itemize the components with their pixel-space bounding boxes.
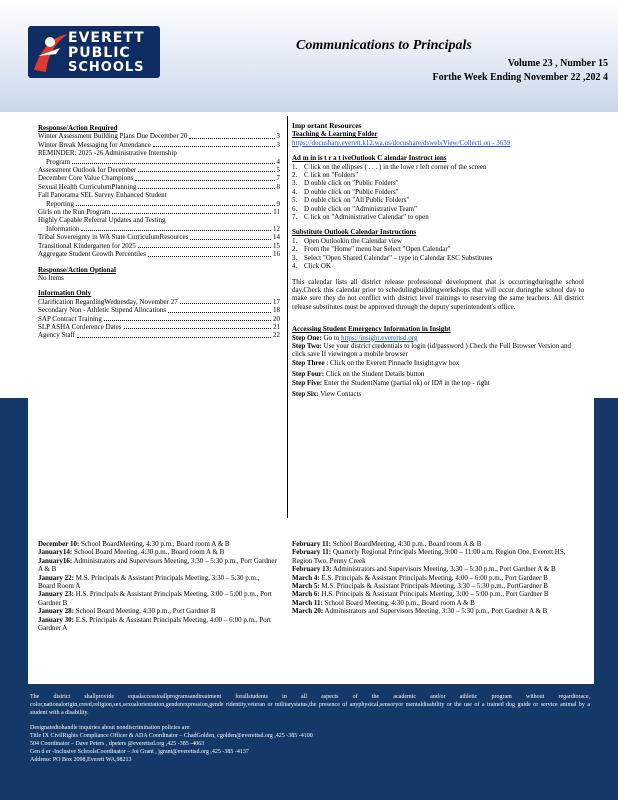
required-section-heading: Response/Action Required xyxy=(38,124,118,132)
toc-item-title: Secondary Non - Athletic Stipend Allocations xyxy=(38,306,167,315)
toc-row[interactable] xyxy=(38,225,280,233)
step-text: Click OK xyxy=(304,262,332,271)
calendar-date: February 13: xyxy=(292,565,332,574)
insight-step xyxy=(292,390,584,398)
toc-page-number: 3 xyxy=(276,132,280,141)
step-text: From the "Home" menu bar Select "Open Calendar" xyxy=(304,245,451,254)
toc-leader-dots xyxy=(148,256,271,257)
toc-leader-dots xyxy=(77,337,271,338)
outlook-steps-list xyxy=(292,163,584,222)
calendar-event: Quarterly Regional Principals Meeting, 9:00 – 11:00 a.m. Region One, Everett HS, Region Two, Penny Creek xyxy=(292,548,566,565)
teaching-folder-heading: Teaching & Learning Folder xyxy=(292,130,378,139)
step-item xyxy=(292,205,584,213)
resources-heading: Imp ortant Resources xyxy=(292,121,362,130)
toc-item-title: Program xyxy=(46,157,71,166)
toc-page-number: 16 xyxy=(273,250,280,259)
toc-row[interactable] xyxy=(38,141,280,149)
outlook-calendar-heading: Ad m in is t r a t iveOutlook C alendar Instruct ions xyxy=(292,154,447,163)
calendar-event: School Board Meeting, 4:30 p.m., Board room A & B xyxy=(72,548,225,557)
toc-item-title: Transitional Kindergarten for 2025 xyxy=(38,241,136,250)
calendar-entry xyxy=(292,590,582,598)
calendar-event: H.S. Principals & Assistant Principals Meeting, 3:00 – 5:00 p.m., Port Gardner B xyxy=(38,590,272,607)
toc-row[interactable] xyxy=(38,208,280,216)
toc-row[interactable] xyxy=(38,306,280,314)
toc-leader-dots xyxy=(168,312,271,313)
toc-row[interactable] xyxy=(38,200,280,208)
calendar-entry xyxy=(292,565,582,573)
substitute-steps-list xyxy=(292,237,584,271)
step-item xyxy=(292,196,584,204)
substitute-calendar-heading: Substitute Outlook Calendar Instructions xyxy=(292,228,417,237)
calendar-date: January 22: xyxy=(38,573,74,582)
insight-step-text: Go to xyxy=(321,333,341,342)
toc-leader-dots xyxy=(138,188,274,189)
toc-item-title: Agency Staff xyxy=(38,331,75,340)
calendar-entry xyxy=(38,574,278,591)
calendar-entry xyxy=(292,540,582,548)
optional-section-heading: Response/Action Optional xyxy=(38,265,116,274)
toc-leader-dots xyxy=(76,205,275,206)
step-text: D ouble click on "Public Folders" xyxy=(304,187,399,196)
newsletter-title: Communications to Principals xyxy=(296,38,472,53)
step-text: Select "Open Shared Calendar" – type in Calendar ESC Substitutes xyxy=(304,253,493,262)
calendar-event: E.S. Principals & Assistant Principals Meeting, 4:00 – 6:00 p.m., Port Gardner A xyxy=(38,615,271,633)
toc-row[interactable] xyxy=(38,149,280,157)
step-text: Open Outlookin the Calendar view xyxy=(304,236,402,245)
toc-item-title: Tribal Sovereignty in WA State CurriculumResources xyxy=(38,233,189,242)
step-text: C lick on "Administrative Calendar" to open xyxy=(304,213,429,222)
district-address: Address: PO Box 2098,Everett WA,98213 xyxy=(30,757,132,764)
toc-page-number: 4 xyxy=(276,157,280,166)
nondiscrimination-notice: The district shallprovide equalaccesstoallprogramsandtreatment forallstudents in all aspects of the academic and/or athletic program without regardtorace, color,nationalorigin,creed,religion,sex,sexualorientation,genderexpression,gende ridentity,veteran or militarystatus,the presence of anyphysical,sensoryor mentaldisability or the use of a trained dog guide or service animal by a student with a disability. xyxy=(30,694,590,717)
toc-page-number: 7 xyxy=(276,174,280,183)
toc-item-title: Sexual Health CurriculumPlanning xyxy=(38,182,137,191)
calendar-entry xyxy=(292,548,582,565)
calendar-entry xyxy=(38,548,278,556)
title-ix-contact: Title IX CivilRights Compliance Officer & ADA Coordinator – ChadGolden, cgolden@everettsd.org ,425 -385 -4100 xyxy=(30,732,313,739)
insight-step xyxy=(292,379,584,387)
step-number: 1. xyxy=(292,236,298,245)
logo-text-everett: EVERETT xyxy=(68,30,145,46)
calendar-event: School BoardMeeting, 4:30 p.m., Board room A & B xyxy=(331,540,482,548)
toc-page-number: 21 xyxy=(273,322,280,331)
toc-row[interactable] xyxy=(38,242,280,250)
insight-step-label: Step One: xyxy=(292,333,322,342)
toc-item-title: Highly Capable Referral Updates and Testing xyxy=(38,216,166,225)
calendar-event: M.S. Principals & Assistant Principals Meeting, 3:30 – 5:30 p.m., Board Room A xyxy=(38,573,260,591)
toc-leader-dots xyxy=(72,163,274,164)
toc-leader-dots xyxy=(104,320,271,321)
calendar-date: January 30: xyxy=(38,615,74,624)
insight-step xyxy=(292,334,584,342)
everett-public-schools-logo xyxy=(28,26,160,78)
calendar-right xyxy=(292,540,582,616)
toc-row[interactable] xyxy=(38,331,280,339)
calendar-date: January 23: xyxy=(38,590,74,599)
calendar-event: School Board Meeting, 4:30 p.m., Port Gardner B xyxy=(73,607,216,616)
toc-leader-dots xyxy=(124,328,271,329)
calendar-date: March 6: xyxy=(292,590,320,599)
insight-link[interactable]: https://insight.everettsd.org xyxy=(341,333,418,342)
step-item xyxy=(292,188,584,196)
toc-item-title: Aggregate Student Growth Percentiles xyxy=(38,250,146,259)
calendar-date: March 20: xyxy=(292,607,324,616)
toc-row[interactable] xyxy=(38,166,280,174)
insight-step-text: : Click on the Everett Pinnacle Insight.gvw box xyxy=(324,358,460,367)
504-contact: 504 Coordinator – Dave Peters , dpeters @everettsd.org ,425 -385 -4063 xyxy=(30,741,205,748)
step-item xyxy=(292,171,584,179)
toc-row[interactable] xyxy=(38,158,280,166)
toc-item-title: SLP ASHA Conference Dates xyxy=(38,322,122,331)
toc-row[interactable] xyxy=(38,132,280,140)
insight-step xyxy=(292,342,584,359)
toc-item-title: REMINDER: 2025 -26 Administrative Internship xyxy=(38,149,177,158)
logo-text-public: PUBLIC xyxy=(68,45,131,61)
toc-item-title: Winter Break Messaging for Attendance xyxy=(38,140,151,149)
table-of-contents xyxy=(38,124,280,340)
toc-row[interactable] xyxy=(38,298,280,306)
insight-step-label: Step Four: xyxy=(292,370,325,379)
toc-leader-dots xyxy=(138,247,271,248)
toc-item-title: December Core Value Champions xyxy=(38,174,134,183)
calendar-entry xyxy=(292,607,582,615)
calendar-event: School BoardMeeting, 4:30 p.m., Board room A & B xyxy=(79,540,230,548)
calendar-entry xyxy=(38,540,278,548)
calendar-date: January 28: xyxy=(38,607,74,616)
toc-leader-dots xyxy=(180,303,271,304)
insight-step-text: Click on the Student Details button xyxy=(324,370,425,379)
step-item xyxy=(292,262,584,270)
contacts-intro: Designatedtohandle inquiries about nondiscrimination policies are: xyxy=(30,724,191,731)
step-number: 2. xyxy=(292,171,298,180)
calendar-date: January14: xyxy=(38,548,73,557)
toc-page-number: 11 xyxy=(273,208,280,217)
toc-page-number: 20 xyxy=(273,314,280,323)
step-text: D ouble click on "Public Folders" xyxy=(304,179,399,188)
calendar-date: February 11: xyxy=(292,540,332,548)
logo-text-schools: SCHOOLS xyxy=(68,60,145,75)
step-number: 3. xyxy=(292,253,298,262)
step-item xyxy=(292,237,584,245)
step-text: D ouble click on "All Public Folders" xyxy=(304,196,410,205)
calendar-entry xyxy=(38,557,278,574)
step-number: 3. xyxy=(292,179,298,188)
toc-page-number: 9 xyxy=(276,199,280,208)
week-ending: Forthe Week Ending November 22 ,202 4 xyxy=(432,72,608,83)
info-section-heading: Information Only xyxy=(38,289,92,298)
calendar-entry xyxy=(292,574,582,582)
toc-row[interactable] xyxy=(38,191,280,199)
toc-row[interactable] xyxy=(38,233,280,241)
calendar-entry xyxy=(38,616,278,633)
calendar-paragraph: This calendar lists all district release professional development that is occurringduringthe school day.Check this calendar prior to schedulingbuildingworkshops that will occur duringthe school day to make sure they do not conflict with district level trainings to reserving the same teachers. All district release substitutes must be approved through the deputy superintendent's office. xyxy=(292,277,584,311)
step-number: 1. xyxy=(292,162,298,171)
optional-item: No Items xyxy=(38,273,64,282)
toc-leader-dots xyxy=(135,180,274,181)
insight-step-label: Step Six: xyxy=(292,389,319,398)
info-items-list xyxy=(38,298,280,340)
calendar-event: Administrators and Supervisors Meeting, 3:30 – 5:30 p.m., Port Gardner A & B xyxy=(323,607,548,616)
insight-step xyxy=(292,359,584,367)
step-item xyxy=(292,163,584,171)
footer xyxy=(30,693,590,765)
toc-row[interactable] xyxy=(38,174,280,182)
step-number: 4. xyxy=(292,187,298,196)
toc-item-title: Reporting xyxy=(46,199,74,208)
toc-item-title: Girls on the Run Program xyxy=(38,208,111,217)
insight-step-label: Step Five: xyxy=(292,378,323,387)
step-item xyxy=(292,213,584,221)
insight-step-label: Step Two: xyxy=(292,341,322,350)
toc-item-title: Information xyxy=(46,224,80,233)
calendar-date: March 11: xyxy=(292,598,323,607)
calendar-date: January16: xyxy=(38,556,73,565)
calendar-entry xyxy=(38,590,278,607)
volume-number: Volume 23 , Number 15 xyxy=(507,58,608,69)
step-item xyxy=(292,254,584,262)
step-number: 6. xyxy=(292,204,298,213)
calendar-event: H.S. Principals & Assistant Principals Meeting, 3:00 – 5:00 p.m., Port Gardner B xyxy=(319,590,549,599)
step-text: D ouble click on "Administrative Team" xyxy=(304,204,417,213)
calendar-event: Administrators and Supervisors Meeting, 3:30 – 5:30 p.m., Port Gardner A & B xyxy=(38,556,277,574)
insight-heading: Accessing Student Emergency Information in Insight xyxy=(292,325,451,334)
calendar-left xyxy=(38,540,278,632)
calendar-date: February 11: xyxy=(292,548,332,557)
toc-row[interactable] xyxy=(38,183,280,191)
toc-leader-dots xyxy=(190,239,271,240)
calendar-event: School Board Meeting, 4:30 p.m., Board room A & B xyxy=(322,598,475,607)
toc-leader-dots xyxy=(138,171,274,172)
step-number: 2. xyxy=(292,245,298,254)
calendar-date: March 5: xyxy=(292,582,320,591)
toc-page-number: 15 xyxy=(273,241,280,250)
calendar-event: Administrators and Supervisors Meeting, 3:30 – 5:30 p.m., Port Gardner A & B xyxy=(331,565,556,574)
toc-item-title: Assessment Outlook for December xyxy=(38,166,137,175)
column-divider xyxy=(287,116,288,518)
step-item xyxy=(292,179,584,187)
toc-row[interactable] xyxy=(38,315,280,323)
toc-leader-dots xyxy=(189,138,274,139)
optional-items-list xyxy=(38,274,280,282)
toc-leader-dots xyxy=(112,213,271,214)
calendar-event: E.S. Principals & Assistant Principals Meeting, 4:00 – 6:00 p.m., Port Gardner B xyxy=(319,573,548,582)
toc-item-title: Winter Assessment Building Plans Due December 20 xyxy=(38,132,188,141)
toc-row[interactable] xyxy=(38,250,280,258)
toc-page-number: 5 xyxy=(276,166,280,175)
toc-page-number: 14 xyxy=(273,233,280,242)
insight-steps-list xyxy=(292,334,584,399)
toc-leader-dots xyxy=(81,230,271,231)
step-number: 4. xyxy=(292,262,298,271)
calendar-entry xyxy=(292,582,582,590)
step-item xyxy=(292,245,584,253)
toc-row[interactable] xyxy=(38,216,280,224)
calendar-entry xyxy=(38,607,278,615)
toc-item-title: Fall Panorama SEL Survey Enhanced Student xyxy=(38,191,167,200)
toc-page-number: 17 xyxy=(273,297,280,306)
teaching-folder-link[interactable]: https://docushare.everett.k12.wa.us/docushare/dsweb/View/Collecti on - 3639 xyxy=(292,138,511,147)
resources-column xyxy=(292,122,584,398)
calendar-entry xyxy=(292,599,582,607)
step-text: C lick on "Folders" xyxy=(304,171,359,180)
toc-leader-dots xyxy=(153,146,275,147)
toc-page-number: 22 xyxy=(273,331,280,340)
insight-step-text: Enter the StudentName (partial ok) or ID# in the top - right xyxy=(322,378,490,387)
toc-page-number: 18 xyxy=(273,306,280,315)
insight-step xyxy=(292,370,584,378)
toc-page-number: 8 xyxy=(276,182,280,191)
step-number: 5. xyxy=(292,196,298,205)
toc-item-title: Clarification RegardingWednesday, November 27 xyxy=(38,297,178,306)
insight-step-text: Use your district credentials to login (id/password ) Check the Full Browser Version and click save If viewingon a mobile browser xyxy=(292,341,571,359)
toc-item-title: SAP Contract Training xyxy=(38,314,102,323)
step-text: C lick on the ellipses ( . . . ) in the lowe r left corner of the screen xyxy=(304,162,487,171)
gender-inclusive-contact: Gen d er -Inclusive SchoolsCoordinator – Joi Grant , jgrant@everettsd.org ,425 -385 -4137 xyxy=(30,749,249,756)
calendar-date: December 10: xyxy=(38,540,80,548)
calendar-event: M.S. Principals & Assistant Principals Meeting, 3:30 – 5:30 p.m., PortGardner B xyxy=(319,582,548,591)
toc-row[interactable] xyxy=(38,323,280,331)
insight-step-text: View Contacts xyxy=(318,389,362,398)
insight-step-label: Step Three xyxy=(292,358,325,367)
calendar-date: March 4: xyxy=(292,573,320,582)
required-items-list xyxy=(38,132,280,258)
step-number: 7. xyxy=(292,213,298,222)
toc-page-number: 12 xyxy=(273,224,280,233)
toc-page-number: 3 xyxy=(276,140,280,149)
